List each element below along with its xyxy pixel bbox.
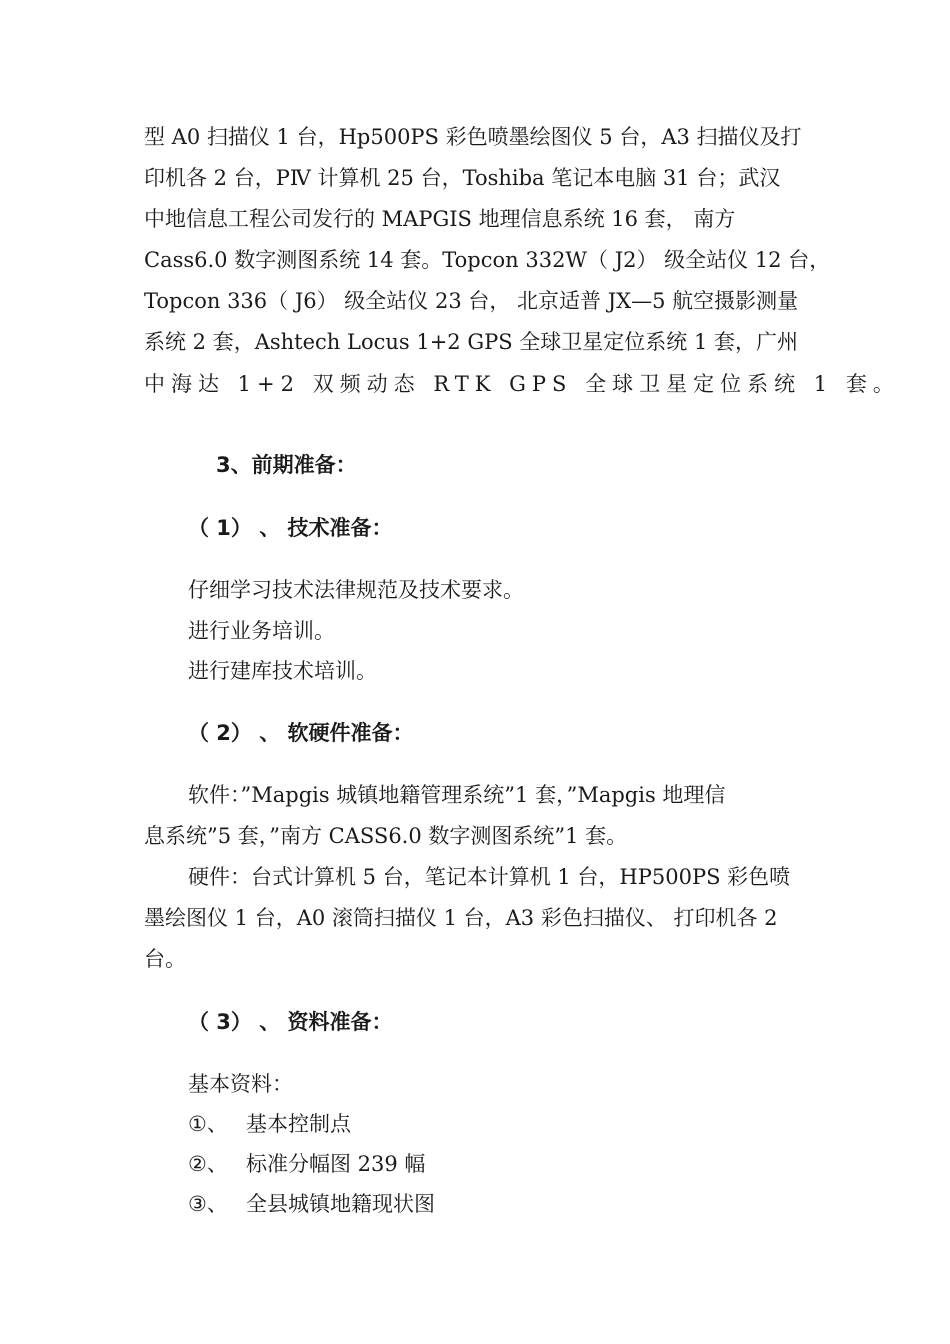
materials-intro: 基本资料： bbox=[188, 1072, 293, 1096]
intro-line: 系统 2 套，Ashtech Locus 1+2 GPS 全球卫星定位系统 1 套，广州 bbox=[144, 330, 799, 354]
materials-item bbox=[188, 1149, 425, 1179]
hardware-line: 台。 bbox=[144, 947, 186, 971]
intro-line: Cass6.0 数字测图系统 14 套。Topcon 332W（ J2） 级全站仪 12 台， bbox=[144, 248, 831, 272]
materials-item bbox=[188, 1189, 435, 1219]
subsection-heading: （ 3） 、 资料准备： bbox=[188, 1010, 393, 1034]
materials-item bbox=[188, 1109, 351, 1139]
list-item: 仔细学习技术法律规范及技术要求。 bbox=[188, 578, 524, 602]
hardware-line: 墨绘图仪 1 台，A0 滚筒扫描仪 1 台，A3 彩色扫描仪、 打印机各 2 bbox=[144, 906, 778, 930]
list-item: 进行建库技术培训。 bbox=[188, 659, 377, 683]
intro-line: Topcon 336（ J6） 级全站仪 23 台， 北京适普 JX—5 航空摄影测量 bbox=[144, 289, 799, 313]
item-text: 全县城镇地籍现状图 bbox=[246, 1192, 435, 1216]
subsection-heading: （ 1） 、 技术准备： bbox=[188, 516, 393, 540]
intro-line: 印机各 2 台，PⅣ 计算机 25 台，Toshiba 笔记本电脑 31 台；武汉 bbox=[144, 166, 781, 190]
list-item: 进行业务培训。 bbox=[188, 619, 335, 643]
intro-line: 中地信息工程公司发行的 MAPGIS 地理信息系统 16 套， 南方 bbox=[144, 207, 736, 231]
subsection-heading: （ 2） 、 软硬件准备： bbox=[188, 721, 414, 745]
section-heading: 3、前期准备： bbox=[216, 453, 357, 477]
item-marker: ②、 bbox=[188, 1152, 228, 1176]
item-marker: ①、 bbox=[188, 1112, 228, 1136]
intro-line: 中海达 1+2 双频动态 RTK GPS 全球卫星定位系统 1 套。 bbox=[144, 372, 900, 396]
software-line: 软件：”Mapgis 城镇地籍管理系统”1 套，”Mapgis 地理信 bbox=[188, 783, 726, 807]
software-line: 息系统”5 套，”南方 CASS6.0 数字测图系统”1 套。 bbox=[144, 824, 628, 848]
item-marker: ③、 bbox=[188, 1192, 228, 1216]
item-text: 标准分幅图 239 幅 bbox=[246, 1152, 426, 1176]
item-text: 基本控制点 bbox=[246, 1112, 351, 1136]
intro-line: 型 A0 扫描仪 1 台，Hp500PS 彩色喷墨绘图仪 5 台，A3 扫描仪及打 bbox=[144, 125, 802, 149]
hardware-line: 硬件：台式计算机 5 台，笔记本计算机 1 台，HP500PS 彩色喷 bbox=[188, 865, 791, 889]
